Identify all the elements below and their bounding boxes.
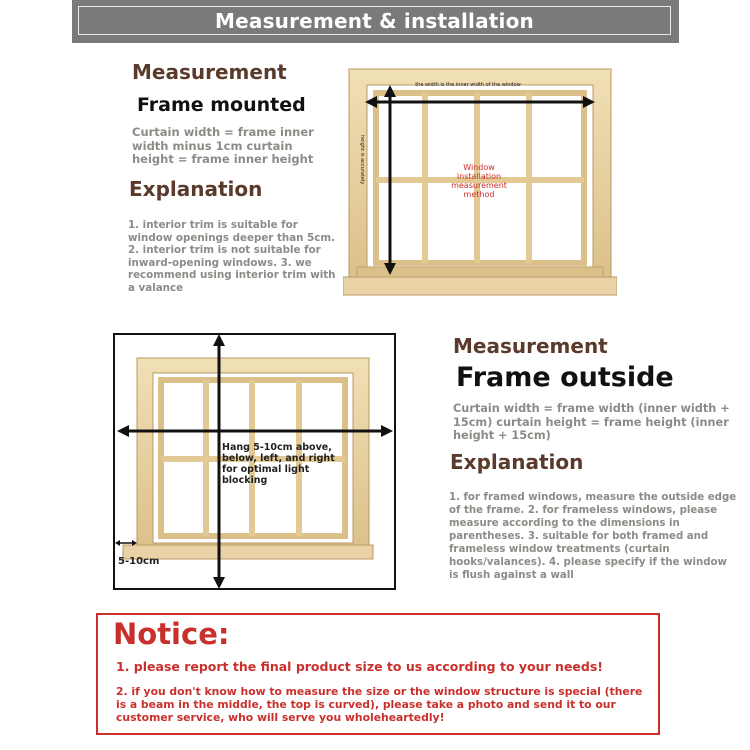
notice-line-1: 1. please report the final product size to us according to your needs! xyxy=(116,659,603,674)
section1-explanation: 1. interior trim is suitable for window openings deeper than 5cm. 2. interior trim is not suitable for inward-opening windows. 3. we recommend using interior trim with a valance xyxy=(128,219,336,294)
notice-title: Notice: xyxy=(113,617,230,651)
hang-offset-label: Hang 5-10cm above, below, left, and right for optimal light blocking xyxy=(222,442,335,486)
section2-heading: Measurement xyxy=(453,334,608,358)
page-title: Measurement & installation xyxy=(78,6,671,35)
inner-height-label: height is accurately xyxy=(359,135,365,185)
section2-explanation: 1. for framed windows, measure the outside edge of the frame. 2. for frameless windows, please measure according to the dimensions in parentheses. 3. suitable for both framed and frameless window treatments (curtain hooks/valances). 4. please specify if the window is flush against a wall xyxy=(449,492,737,581)
offset-size-label: 5-10cm xyxy=(118,556,160,567)
section1-explanation-heading: Explanation xyxy=(129,177,263,201)
section1-heading: Measurement xyxy=(132,60,287,84)
section1-description: Curtain width = frame inner width minus 1cm curtain height = frame inner height xyxy=(132,125,314,166)
section2-subheading: Frame outside xyxy=(456,362,674,393)
section2-explanation-heading: Explanation xyxy=(450,450,584,474)
section1-subheading: Frame mounted xyxy=(137,94,306,116)
inner-width-label: the width is the inner width of the window xyxy=(415,82,521,88)
notice-line-2: 2. if you don't know how to measure the size or the window structure is special (there is a beam in the middle, the top is curved), please take a photo and send it to our customer service, who will serve you wholeheartedly! xyxy=(116,685,643,724)
section2-description: Curtain width = frame width (inner width + 15cm) curtain height = frame height (inner height + 15cm) xyxy=(453,402,730,442)
installation-method-label: Window installation measurement method xyxy=(451,163,507,199)
